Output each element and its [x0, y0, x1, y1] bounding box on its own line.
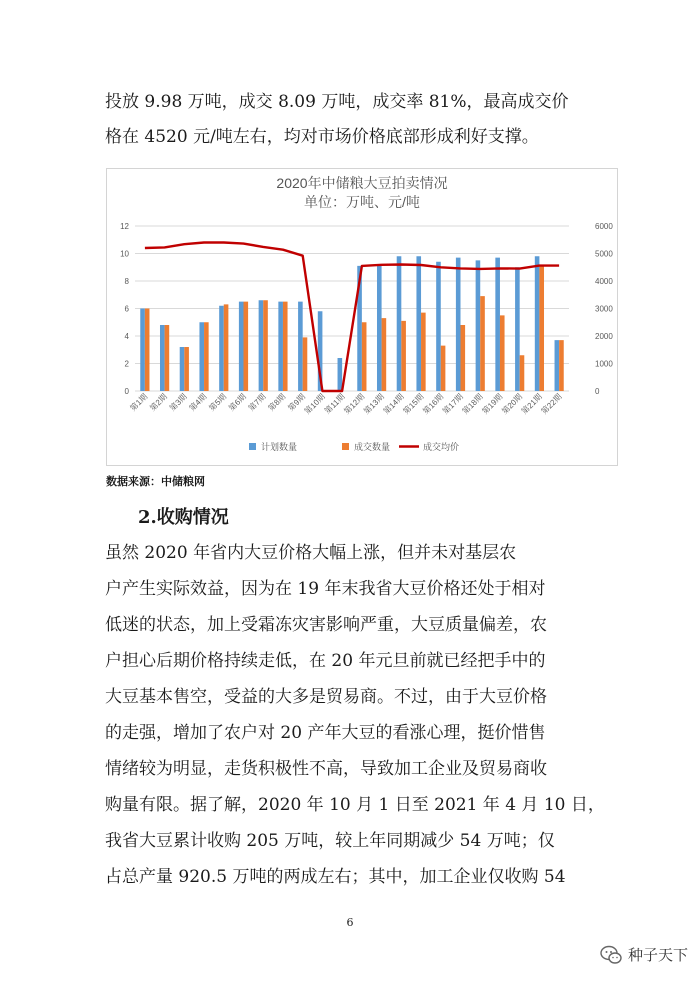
- bar-traded: [500, 315, 505, 391]
- bar-planned: [436, 262, 441, 391]
- body-line-1: 虽然 2020 年省内大豆价格大幅上涨，但并未对基层农: [105, 543, 517, 563]
- bar-planned: [160, 325, 165, 391]
- x-tick-label: 第8期: [266, 392, 288, 413]
- bar-traded: [421, 313, 426, 391]
- bar-traded: [520, 355, 525, 391]
- bar-planned: [219, 306, 224, 391]
- bar-planned: [140, 309, 145, 392]
- chart-subtitle: 单位：万吨、元/吨: [304, 194, 420, 210]
- y-right-tick-label: 6000: [595, 222, 613, 231]
- x-tick-label: 第12期: [342, 392, 367, 417]
- x-tick-label: 第2期: [148, 392, 170, 413]
- x-tick-label: 第10期: [302, 392, 327, 417]
- body-line-4: 户担心后期价格持续走低，在 20 年元旦前就已经把手中的: [105, 651, 546, 671]
- auction-chart: [106, 168, 618, 466]
- legend-swatch: [249, 443, 256, 450]
- body-line-10: 占总产量 920.5 万吨的两成左右；其中，加工企业仅收购 54: [105, 867, 566, 887]
- x-tick-label: 第4期: [187, 392, 209, 413]
- bar-planned: [199, 322, 204, 391]
- bar-planned: [377, 266, 382, 391]
- bar-traded: [165, 325, 170, 391]
- bar-planned: [515, 267, 520, 391]
- bar-planned: [456, 258, 461, 391]
- source-note: 数据来源：中储粮网: [106, 475, 205, 488]
- bar-traded: [539, 266, 544, 391]
- x-tick-label: 第6期: [227, 392, 248, 413]
- y-right-tick-label: 2000: [595, 332, 613, 341]
- x-tick-label: 第1期: [128, 392, 150, 413]
- bar-planned: [239, 302, 244, 391]
- y-left-tick-label: 12: [120, 222, 129, 231]
- bar-planned: [495, 258, 500, 391]
- legend-label: 成交数量: [354, 442, 391, 452]
- y-right-tick-label: 4000: [595, 277, 613, 286]
- chart-legend: [249, 441, 459, 452]
- bar-traded: [283, 302, 288, 391]
- bar-traded: [224, 304, 229, 391]
- y-right-tick-label: 3000: [595, 304, 613, 314]
- y-left-tick-label: 4: [124, 332, 129, 341]
- x-tick-label: 第7期: [246, 392, 268, 413]
- body-line-5: 大豆基本售空，受益的大多是贸易商。不过，由于大豆价格: [105, 687, 547, 707]
- y-right-tick-label: 1000: [595, 359, 613, 369]
- bar-traded: [559, 340, 564, 391]
- intro-line-2: 格在 4520 元/吨左右，均对市场价格底部形成利好支撑。: [105, 127, 539, 147]
- body-line-7: 情绪较为明显，走货积极性不高，导致加工企业及贸易商收: [105, 759, 547, 779]
- chart-title: 2020年中储粮大豆拍卖情况: [276, 175, 448, 191]
- y-left-tick-label: 6: [124, 304, 129, 314]
- watermark-text: 种子天下: [627, 946, 688, 964]
- bar-planned: [416, 256, 421, 391]
- y-left-tick-label: 10: [120, 249, 129, 259]
- bar-planned: [397, 256, 402, 391]
- y-left-tick-label: 8: [124, 277, 129, 286]
- bar-traded: [244, 302, 249, 391]
- page-number: 6: [346, 916, 354, 929]
- y-right-tick-label: 0: [595, 387, 600, 396]
- bar-traded: [184, 347, 189, 391]
- bar-planned: [338, 358, 343, 391]
- legend-label: 成交均价: [423, 442, 460, 452]
- bar-traded: [461, 325, 466, 391]
- bar-traded: [382, 318, 387, 391]
- bar-planned: [180, 347, 185, 391]
- x-tick-label: 第5期: [207, 392, 229, 413]
- body-line-3: 低迷的状态，加上受霜冻灾害影响严重，大豆质量偏差，农: [105, 615, 547, 635]
- section-heading: 2.收购情况: [138, 507, 229, 528]
- body-line-8: 购量有限。据了解，2020 年 10 月 1 日至 2021 年 4 月 10 日，: [105, 795, 605, 815]
- bar-traded: [303, 337, 308, 391]
- y-left-tick-label: 0: [124, 387, 129, 396]
- x-tick-label: 第21期: [519, 392, 544, 417]
- x-tick-label: 第9期: [286, 392, 308, 413]
- x-tick-label: 第19期: [480, 392, 505, 417]
- legend-swatch: [342, 443, 349, 450]
- bar-planned: [476, 260, 481, 391]
- legend-label: 计划数量: [261, 442, 298, 452]
- body-line-9: 我省大豆累计收购 205 万吨，较上年同期减少 54 万吨；仅: [105, 831, 555, 851]
- watermark: [600, 944, 688, 965]
- y-right-tick-label: 5000: [595, 249, 613, 259]
- bar-planned: [298, 302, 303, 391]
- bar-planned: [259, 300, 264, 391]
- x-tick-label: 第18期: [460, 392, 485, 417]
- bar-traded: [204, 322, 209, 391]
- x-tick-label: 第13期: [362, 392, 387, 417]
- y-left-tick-label: 2: [124, 359, 129, 369]
- bar-traded: [480, 296, 485, 391]
- bar-traded: [263, 300, 268, 391]
- bar-traded: [145, 309, 150, 392]
- x-tick-label: 第15期: [401, 392, 426, 417]
- bar-traded: [401, 321, 406, 391]
- bar-traded: [441, 346, 446, 391]
- x-tick-label: 第20期: [500, 392, 525, 417]
- intro-line-1: 投放 9.98 万吨，成交 8.09 万吨，成交率 81%，最高成交价: [105, 92, 569, 112]
- x-tick-label: 第17期: [440, 392, 465, 417]
- body-line-2: 户产生实际效益，因为在 19 年末我省大豆价格还处于相对: [105, 579, 546, 599]
- x-tick-label: 第3期: [167, 392, 189, 413]
- bar-planned: [278, 302, 283, 391]
- x-tick-label: 第14期: [381, 392, 406, 417]
- x-tick-label: 第11期: [322, 392, 347, 416]
- bar-planned: [535, 256, 540, 391]
- x-tick-label: 第22期: [539, 392, 564, 417]
- bar-traded: [362, 322, 367, 391]
- chart-canvas: [107, 169, 617, 465]
- wechat-icon: [600, 945, 622, 965]
- body-line-6: 的走强，增加了农户对 20 产年大豆的看涨心理，挺价惜售: [105, 723, 546, 743]
- x-tick-label: 第16期: [421, 392, 446, 417]
- bar-planned: [555, 340, 560, 391]
